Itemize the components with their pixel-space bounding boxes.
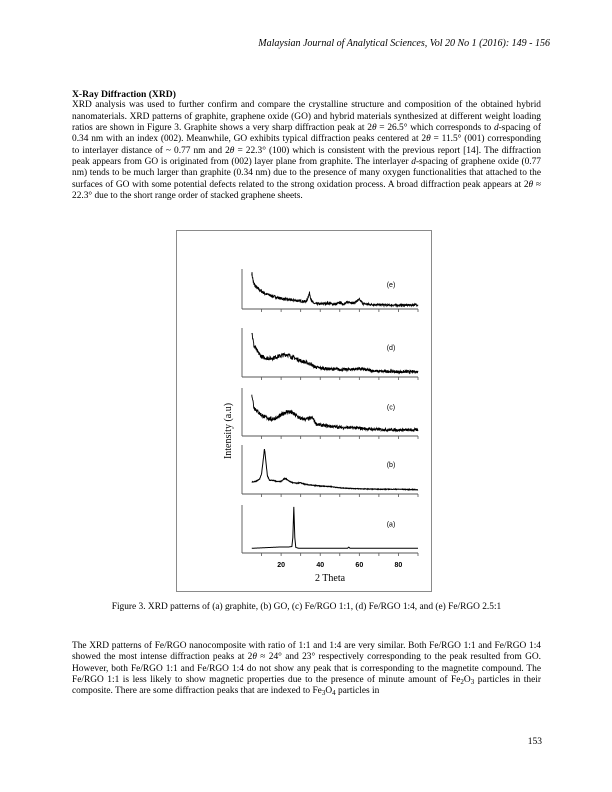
xrd-section (72, 89, 541, 202)
page-number: 153 (527, 737, 542, 747)
text-run: particles in (335, 686, 380, 697)
text-run: = 26.5° which corresponds to (376, 123, 494, 134)
xrd-panel-b (242, 445, 418, 497)
paragraph (72, 641, 541, 698)
y-axis-label: Intensity (a.u) (223, 402, 234, 460)
subscript: 3 (321, 689, 326, 698)
results-paragraph (72, 641, 541, 698)
series-label: (e) (386, 282, 396, 289)
text-run: O (463, 675, 471, 686)
series-line (252, 333, 418, 373)
x-tick-label: 20 (277, 562, 286, 569)
series-label: (a) (386, 521, 396, 529)
d-symbol: d (493, 123, 499, 134)
text-run: particles in their composite. There are some diffraction peaks that are indexed to Fe (72, 675, 541, 697)
x-tick-label: 80 (394, 562, 403, 569)
subscript: 4 (332, 689, 336, 698)
series-line (252, 272, 418, 306)
series-line (252, 449, 418, 490)
x-axis-label: 2 Theta (314, 573, 346, 584)
series-label: (b) (386, 462, 396, 470)
series-label: (c) (386, 404, 396, 412)
text-run: ≈ 24° and 23° respectively corresponding to the peak resulted from GO. However, both Fe/RGO 1:1 and Fe/RGO 1:4 do not show any peak that is corresponding to the magnetite compound. The Fe/RGO 1:1 is less likely to show magnetic properties due to the presence of minute amount of Fe (72, 652, 541, 686)
text-run: ≈ 22.3° due to the short range order of stacked graphene sheets. (72, 179, 541, 202)
text-run: The XRD patterns of Fe/RGO nanocomposite with ratio of 1:1 and 1:4 are very similar. Both Fe/RGO 1:1 and Fe/RGO 1:4 showed the most intense diffraction peaks at 2 (72, 641, 541, 663)
text-run: = 11.5° (001) corresponding to interlayer distance of ~ 0.77 nm and 2 (72, 134, 541, 156)
text-run: -spacing of 0.34 nm with an index (002). Meanwhile, GO exhibits typical diffraction peaks centered at 2 (72, 123, 541, 145)
running-head: Malaysian Journal of Analytical Sciences, Vol 20 No 1 (2016): 149 - 156 (258, 38, 550, 49)
text-run: -spacing of graphene oxide (0.77 nm) tends to be much larger than graphite (0.34 nm) due to the presence of many oxygen functionalities that attached to the surfaces of GO with some potential defects related to the strong oxidation process. A broad diffraction peak appears at 2 (72, 157, 541, 190)
subscript: 2 (460, 678, 464, 687)
xrd-panel-d (242, 328, 418, 380)
section-heading: X-Ray Diffraction (XRD) (72, 89, 176, 100)
section-paragraph (72, 100, 541, 202)
x-tick-label: 40 (316, 562, 325, 569)
theta-symbol: θ (229, 145, 235, 156)
x-tick-label: 60 (355, 562, 364, 569)
d-symbol: d (411, 157, 416, 168)
series-label: (d) (386, 345, 396, 353)
series-line (252, 395, 418, 432)
figure-3-frame (176, 230, 432, 592)
subscript: 3 (470, 678, 475, 687)
theta-symbol: θ (528, 179, 534, 190)
xrd-panel-a (242, 505, 418, 556)
theta-symbol: θ (426, 134, 431, 145)
text-run: XRD analysis was used to further confirm and compare the crystalline structure and composition of the obtained hybrid nanomaterials. XRD patterns of graphite, graphene oxide (GO) and hybrid materials synthesized at different weight loading ratios are shown in Figure 3. Graphite shows a very sharp diffraction peak at 2 (72, 100, 541, 134)
text-run: O (325, 686, 333, 697)
figure-caption: Figure 3. XRD patterns of (a) graphite, (b) GO, (c) Fe/RGO 1:1, (d) Fe/RGO 1:4, and (e) Fe/RGO 2.5:1 (111, 602, 502, 612)
xrd-panel-e (242, 269, 418, 312)
text-run: = 22.3° (100) which is consistent with the previous report [14]. The diffraction peak appears from GO is originated from (002) layer plane from graphite. The interlayer (72, 145, 541, 168)
theta-symbol: θ (252, 652, 257, 663)
xrd-panel-c (242, 388, 418, 439)
xrd-chart (177, 231, 433, 593)
theta-symbol: θ (371, 123, 377, 134)
